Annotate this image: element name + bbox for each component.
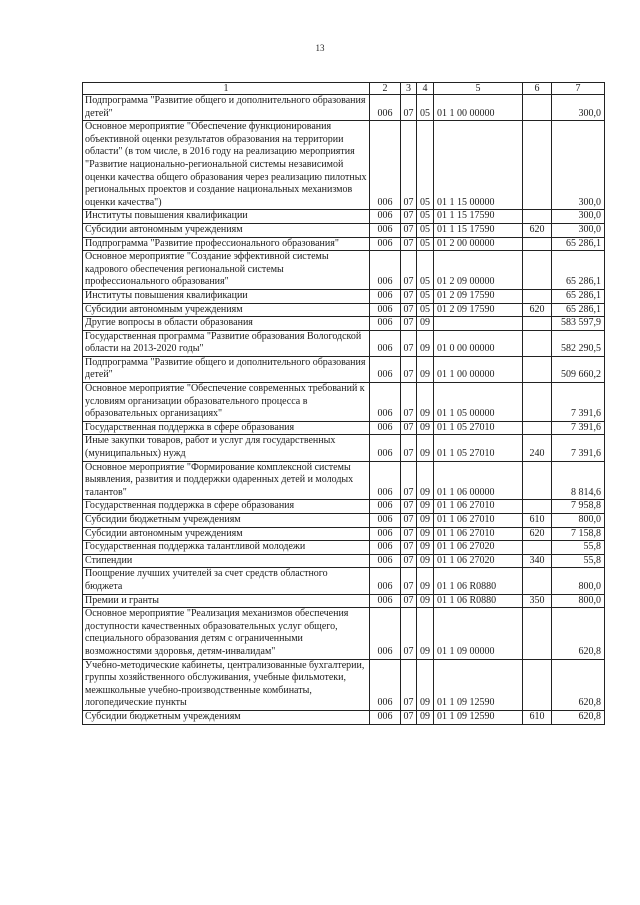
row-amount-cell: 620,8 (552, 710, 605, 724)
row-grbs-cell: 006 (370, 223, 401, 237)
row-amount-cell: 65 286,1 (552, 237, 605, 251)
row-expense-type-cell (523, 500, 552, 514)
row-amount-cell: 300,0 (552, 210, 605, 224)
row-target-code-cell: 01 1 15 17590 (434, 223, 523, 237)
row-name-cell: Субсидии автономным учреждениям (83, 527, 370, 541)
row-section-cell: 07 (401, 383, 417, 422)
row-name-cell: Подпрограмма "Развитие общего и дополнительного образования детей" (83, 356, 370, 382)
row-subsection-cell: 09 (417, 608, 434, 659)
row-grbs-cell: 006 (370, 514, 401, 528)
row-target-code-cell: 01 1 00 00000 (434, 95, 523, 121)
row-subsection-cell: 05 (417, 223, 434, 237)
row-section-cell: 07 (401, 421, 417, 435)
row-grbs-cell: 006 (370, 435, 401, 461)
row-grbs-cell: 006 (370, 303, 401, 317)
row-target-code-cell: 01 1 15 00000 (434, 121, 523, 210)
row-subsection-cell: 09 (417, 527, 434, 541)
row-amount-cell: 65 286,1 (552, 251, 605, 290)
row-expense-type-cell (523, 289, 552, 303)
table-row (83, 659, 605, 710)
row-amount-cell: 65 286,1 (552, 303, 605, 317)
table-row (83, 251, 605, 290)
row-target-code-cell: 01 1 06 00000 (434, 461, 523, 500)
row-section-cell: 07 (401, 594, 417, 608)
row-name-cell: Стипендии (83, 554, 370, 568)
row-subsection-cell: 05 (417, 237, 434, 251)
row-amount-cell: 509 660,2 (552, 356, 605, 382)
row-grbs-cell: 006 (370, 710, 401, 724)
header-cell: 4 (417, 83, 434, 95)
header-cell: 2 (370, 83, 401, 95)
row-name-cell: Основное мероприятие "Обеспечение современных требований к условиям организации образовательного процесса в образовательных организациях" (83, 383, 370, 422)
row-grbs-cell: 006 (370, 383, 401, 422)
row-amount-cell: 800,0 (552, 594, 605, 608)
row-name-cell: Основное мероприятие "Создание эффективной системы кадрового обеспечения региональной системы профессионального образования" (83, 251, 370, 290)
row-expense-type-cell: 620 (523, 303, 552, 317)
row-amount-cell: 300,0 (552, 223, 605, 237)
row-subsection-cell: 09 (417, 594, 434, 608)
table-row (83, 594, 605, 608)
row-grbs-cell: 006 (370, 289, 401, 303)
row-grbs-cell: 006 (370, 594, 401, 608)
table-row (83, 608, 605, 659)
row-name-cell: Учебно-методические кабинеты, централизованные бухгалтерии, группы хозяйственного обслуживания, учебные фильмотеки, межшкольные учебно-производственные комбинаты, логопедические пункты (83, 659, 370, 710)
row-grbs-cell: 006 (370, 554, 401, 568)
row-target-code-cell: 01 1 06 27010 (434, 514, 523, 528)
row-amount-cell: 55,8 (552, 541, 605, 555)
row-grbs-cell: 006 (370, 568, 401, 594)
row-amount-cell: 800,0 (552, 568, 605, 594)
row-expense-type-cell: 610 (523, 710, 552, 724)
row-expense-type-cell (523, 210, 552, 224)
header-cell: 3 (401, 83, 417, 95)
row-target-code-cell: 01 1 06 27010 (434, 500, 523, 514)
row-target-code-cell: 01 2 09 00000 (434, 251, 523, 290)
table-row (83, 541, 605, 555)
row-grbs-cell: 006 (370, 317, 401, 331)
table-row (83, 95, 605, 121)
row-target-code-cell: 01 1 00 00000 (434, 356, 523, 382)
row-expense-type-cell (523, 541, 552, 555)
row-name-cell: Субсидии бюджетным учреждениям (83, 710, 370, 724)
row-subsection-cell: 09 (417, 461, 434, 500)
row-section-cell: 07 (401, 568, 417, 594)
row-expense-type-cell (523, 461, 552, 500)
row-section-cell: 07 (401, 237, 417, 251)
row-section-cell: 07 (401, 289, 417, 303)
row-amount-cell: 620,8 (552, 608, 605, 659)
row-subsection-cell: 09 (417, 421, 434, 435)
row-amount-cell: 300,0 (552, 95, 605, 121)
row-grbs-cell: 006 (370, 608, 401, 659)
row-expense-type-cell (523, 121, 552, 210)
table-row (83, 500, 605, 514)
row-name-cell: Иные закупки товаров, работ и услуг для государственных (муниципальных) нужд (83, 435, 370, 461)
row-subsection-cell: 05 (417, 251, 434, 290)
row-subsection-cell: 09 (417, 710, 434, 724)
row-target-code-cell: 01 1 06 R0880 (434, 594, 523, 608)
row-grbs-cell: 006 (370, 500, 401, 514)
row-section-cell: 07 (401, 608, 417, 659)
header-cell: 1 (83, 83, 370, 95)
row-amount-cell: 8 814,6 (552, 461, 605, 500)
row-section-cell: 07 (401, 303, 417, 317)
row-grbs-cell: 006 (370, 461, 401, 500)
row-name-cell: Государственная поддержка в сфере образования (83, 421, 370, 435)
row-target-code-cell: 01 0 00 00000 (434, 330, 523, 356)
row-name-cell: Другие вопросы в области образования (83, 317, 370, 331)
row-grbs-cell: 006 (370, 95, 401, 121)
row-section-cell: 07 (401, 527, 417, 541)
row-grbs-cell: 006 (370, 527, 401, 541)
row-amount-cell: 65 286,1 (552, 289, 605, 303)
row-name-cell: Институты повышения квалификации (83, 210, 370, 224)
row-target-code-cell: 01 1 09 12590 (434, 710, 523, 724)
table-row (83, 330, 605, 356)
row-subsection-cell: 09 (417, 330, 434, 356)
table-row (83, 435, 605, 461)
row-name-cell: Институты повышения квалификации (83, 289, 370, 303)
table-row (83, 121, 605, 210)
row-name-cell: Поощрение лучших учителей за счет средств областного бюджета (83, 568, 370, 594)
row-amount-cell: 55,8 (552, 554, 605, 568)
header-cell: 5 (434, 83, 523, 95)
table-row (83, 710, 605, 724)
row-section-cell: 07 (401, 461, 417, 500)
row-grbs-cell: 006 (370, 251, 401, 290)
row-grbs-cell: 006 (370, 210, 401, 224)
row-subsection-cell: 05 (417, 303, 434, 317)
row-expense-type-cell (523, 608, 552, 659)
table-row (83, 514, 605, 528)
row-name-cell: Государственная поддержка в сфере образования (83, 500, 370, 514)
row-subsection-cell: 09 (417, 383, 434, 422)
row-subsection-cell: 09 (417, 500, 434, 514)
table-row (83, 223, 605, 237)
row-name-cell: Субсидии бюджетным учреждениям (83, 514, 370, 528)
row-expense-type-cell (523, 356, 552, 382)
row-expense-type-cell: 340 (523, 554, 552, 568)
row-name-cell: Премии и гранты (83, 594, 370, 608)
row-grbs-cell: 006 (370, 659, 401, 710)
row-target-code-cell: 01 1 06 R0880 (434, 568, 523, 594)
row-section-cell: 07 (401, 659, 417, 710)
row-section-cell: 07 (401, 95, 417, 121)
row-expense-type-cell (523, 317, 552, 331)
row-name-cell: Подпрограмма "Развитие общего и дополнительного образования детей" (83, 95, 370, 121)
row-expense-type-cell (523, 383, 552, 422)
table-row (83, 461, 605, 500)
row-target-code-cell: 01 1 06 27020 (434, 554, 523, 568)
row-section-cell: 07 (401, 500, 417, 514)
row-section-cell: 07 (401, 554, 417, 568)
row-grbs-cell: 006 (370, 121, 401, 210)
row-expense-type-cell: 350 (523, 594, 552, 608)
row-expense-type-cell: 620 (523, 223, 552, 237)
row-amount-cell: 583 597,9 (552, 317, 605, 331)
table-row (83, 554, 605, 568)
row-target-code-cell: 01 1 05 00000 (434, 383, 523, 422)
row-section-cell: 07 (401, 317, 417, 331)
row-subsection-cell: 05 (417, 289, 434, 303)
row-section-cell: 07 (401, 435, 417, 461)
row-expense-type-cell: 240 (523, 435, 552, 461)
table-row (83, 383, 605, 422)
row-target-code-cell: 01 1 06 27020 (434, 541, 523, 555)
row-target-code-cell: 01 1 09 12590 (434, 659, 523, 710)
row-name-cell: Основное мероприятие "Обеспечение функционирования объективной оценки результатов образования на территории области" (в том числе, в 2016 году на реализацию мероприятия "Развитие национально-региональной системы независимой оценки качества общего образования через реализацию пилотных региональных проектов и создание национальных механизмов оценки качества") (83, 121, 370, 210)
row-name-cell: Государственная программа "Развитие образования Вологодской области на 2013-2020 годы" (83, 330, 370, 356)
budget-table (82, 82, 605, 725)
row-target-code-cell: 01 1 05 27010 (434, 435, 523, 461)
row-grbs-cell: 006 (370, 421, 401, 435)
row-subsection-cell: 09 (417, 659, 434, 710)
row-grbs-cell: 006 (370, 330, 401, 356)
row-name-cell: Подпрограмма "Развитие профессионального образования" (83, 237, 370, 251)
row-name-cell: Основное мероприятие "Формирование комплексной системы выявления, развития и поддержки одаренных детей и молодых талантов" (83, 461, 370, 500)
row-amount-cell: 7 158,8 (552, 527, 605, 541)
row-target-code-cell: 01 2 09 17590 (434, 303, 523, 317)
row-expense-type-cell (523, 237, 552, 251)
row-amount-cell: 7 391,6 (552, 435, 605, 461)
header-cell: 6 (523, 83, 552, 95)
row-section-cell: 07 (401, 330, 417, 356)
row-section-cell: 07 (401, 514, 417, 528)
row-grbs-cell: 006 (370, 356, 401, 382)
table-row (83, 568, 605, 594)
row-section-cell: 07 (401, 121, 417, 210)
row-expense-type-cell (523, 659, 552, 710)
row-subsection-cell: 05 (417, 121, 434, 210)
row-name-cell: Основное мероприятие "Реализация механизмов обеспечения доступности качественных образовательных услуг общего, специального образования детям с ограниченными возможностями здоровья, детям-инвалидам" (83, 608, 370, 659)
row-grbs-cell: 006 (370, 541, 401, 555)
table-row (83, 356, 605, 382)
table-row (83, 421, 605, 435)
row-section-cell: 07 (401, 356, 417, 382)
row-subsection-cell: 09 (417, 514, 434, 528)
row-amount-cell: 7 958,8 (552, 500, 605, 514)
table-row (83, 527, 605, 541)
row-expense-type-cell: 610 (523, 514, 552, 528)
row-subsection-cell: 05 (417, 95, 434, 121)
row-amount-cell: 300,0 (552, 121, 605, 210)
row-section-cell: 07 (401, 541, 417, 555)
row-expense-type-cell (523, 330, 552, 356)
row-section-cell: 07 (401, 710, 417, 724)
header-row (83, 83, 605, 95)
header-cell: 7 (552, 83, 605, 95)
row-name-cell: Государственная поддержка талантливой молодежи (83, 541, 370, 555)
row-amount-cell: 7 391,6 (552, 383, 605, 422)
row-subsection-cell: 09 (417, 554, 434, 568)
row-expense-type-cell (523, 568, 552, 594)
row-target-code-cell: 01 1 15 17590 (434, 210, 523, 224)
row-target-code-cell: 01 1 05 27010 (434, 421, 523, 435)
row-subsection-cell: 09 (417, 356, 434, 382)
table-row (83, 317, 605, 331)
row-subsection-cell: 09 (417, 568, 434, 594)
row-target-code-cell (434, 317, 523, 331)
row-expense-type-cell (523, 421, 552, 435)
row-amount-cell: 620,8 (552, 659, 605, 710)
row-amount-cell: 582 290,5 (552, 330, 605, 356)
row-expense-type-cell (523, 251, 552, 290)
row-section-cell: 07 (401, 251, 417, 290)
row-grbs-cell: 006 (370, 237, 401, 251)
row-target-code-cell: 01 1 06 27010 (434, 527, 523, 541)
row-subsection-cell: 05 (417, 210, 434, 224)
table-row (83, 303, 605, 317)
row-section-cell: 07 (401, 223, 417, 237)
row-subsection-cell: 09 (417, 541, 434, 555)
row-name-cell: Субсидии автономным учреждениям (83, 303, 370, 317)
row-subsection-cell: 09 (417, 317, 434, 331)
page-number: 13 (315, 43, 325, 53)
row-target-code-cell: 01 2 09 17590 (434, 289, 523, 303)
row-expense-type-cell: 620 (523, 527, 552, 541)
row-amount-cell: 7 391,6 (552, 421, 605, 435)
row-target-code-cell: 01 1 09 00000 (434, 608, 523, 659)
row-amount-cell: 800,0 (552, 514, 605, 528)
row-subsection-cell: 09 (417, 435, 434, 461)
table-row (83, 289, 605, 303)
table-row (83, 210, 605, 224)
row-target-code-cell: 01 2 00 00000 (434, 237, 523, 251)
table-row (83, 237, 605, 251)
row-name-cell: Субсидии автономным учреждениям (83, 223, 370, 237)
row-section-cell: 07 (401, 210, 417, 224)
row-expense-type-cell (523, 95, 552, 121)
